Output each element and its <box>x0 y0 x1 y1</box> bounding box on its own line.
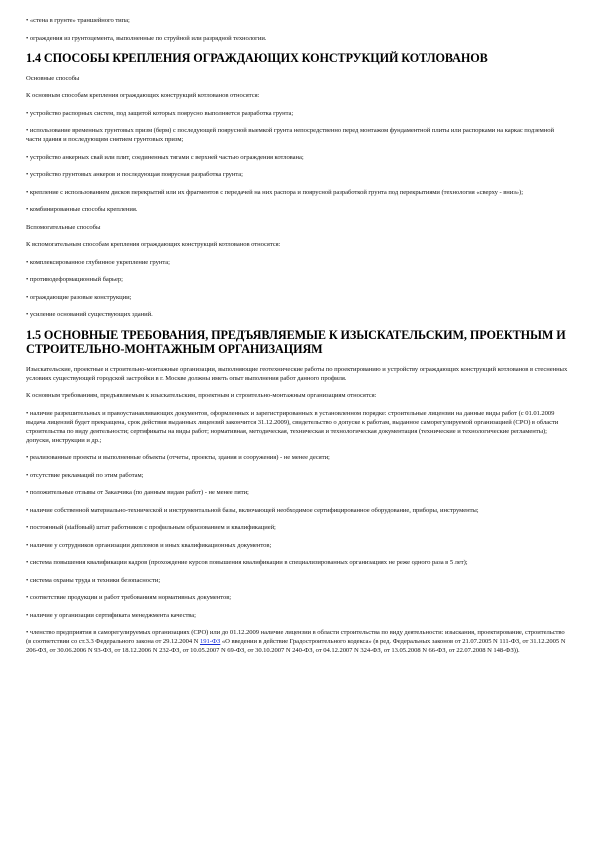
subheading-main-methods: Основные способы <box>26 74 80 82</box>
subheading-aux-methods: Вспомогательные способы <box>26 223 101 231</box>
list-item: • система повышения квалификации кадров (прохождение курсов повышения квалификации в специализированных организациях не реже одного раза в 5 лет); <box>26 559 468 566</box>
list-item: • наличие разрешительных и правоустанавливающих документов, оформленных и зарегистрированных в установленном порядке: строительные лицензии на данные виды работ (с 01.01.2009 выдача лицензий будет прекращена, срок действия выданных лицензий закончится 31.12.2009), свидетельство о допуске к работам, выданное саморегулируемой организацией (СРО) в области строительства по виду деятельности; сертификаты на виды работ; нормативная, методическая, техническая и технологическая документация (технические и технологические регламенты); допуски, инструкции и др.; <box>26 409 559 444</box>
paragraph: К основным требованиям, предъявляемым к изыскательским, проектным и строительно-монтажным организациям относятся: <box>26 392 377 399</box>
list-item: • наличие собственной материально-технической и инструментальной базы, включающей необходимое сертифицированное оборудование, приборы, инструменты; <box>26 506 479 514</box>
paragraph: К вспомогательным способам крепления ограждающих конструкций котлованов относятся: <box>26 241 281 248</box>
section-title-1-5: 1.5 ОСНОВНЫЕ ТРЕБОВАНИЯ, ПРЕДЪЯВЛЯЕМЫЕ К ИЗЫСКАТЕЛЬСКИМ, ПРОЕКТНЫМ И СТРОИТЕЛЬНО-МОНТАЖНЫМ ОРГАНИЗАЦИЯМ <box>26 327 566 356</box>
law-link[interactable]: 191-ФЗ <box>199 638 221 645</box>
list-item <box>26 628 569 655</box>
list-item: • ограждающие разовые конструкции; <box>26 293 132 301</box>
list-item: • ограждения из грунтоцемента, выполненные по струйной или разрядной технологии. <box>26 34 267 42</box>
list-item: • использование временных грунтовых призм (берм) с последующей поярусной выемкой грунта непосредственно перед монтажом фундаментной плиты или распорками на каркас подземной части здания и последующим снятием грунтовых призм; <box>26 127 554 143</box>
paragraph: К основным способам крепления ограждающих конструкций котлованов относятся: <box>26 92 260 99</box>
paragraph: Изыскательские, проектные и строительно-монтажные организации, выполняющие геотехнические работы по проектированию и устройству ограждающих конструкций котлованов в стесненных условиях существующей городской застройки в г. Москве должны иметь опыт выполнения работ данного профиля. <box>26 365 568 382</box>
list-item: • крепление с использованием дисков перекрытий или их фрагментов с передачей на них распора и поярусной разработкой грунта под перекрытиями (технология «сверху - вниз»); <box>26 188 523 196</box>
list-item: • отсутствие рекламаций по этим работам; <box>26 471 144 479</box>
list-item: • наличие у организации сертификата менеджмента качества; <box>26 611 196 619</box>
list-item: • усиление оснований существующих зданий. <box>26 311 153 318</box>
list-item: • наличие у сотрудников организации дипломов и иных квалификационных документов; <box>26 541 272 549</box>
list-item: • соответствие продукции и работ требованиям нормативных документов; <box>26 594 232 601</box>
list-item: • устройство грунтовых анкеров и последующая поярусная разработка грунта; <box>26 171 243 178</box>
list-item: • устройство анкерных свай или плит, соединенных тягами с верхней частью ограждения котлована; <box>26 153 304 161</box>
list-item: • противодеформационный барьер; <box>26 276 123 283</box>
list-item: • положительные отзывы от Заказчика (по данным видам работ) - не менее пяти; <box>26 489 249 496</box>
list-item-text: «О введении в действие Градостроительного кодекса» (в ред. Федеральных законов от 21.07.2005 N 111-ФЗ, от 31.12.2005 N 206-ФЗ, от 30.06.2006 N 93-ФЗ, от 18.12.2006 N 232-ФЗ, от 10.05.2007 N 69-ФЗ, от 30.10.2007 N 240-ФЗ, от 04.12.2007 N 324-ФЗ, от 13.05.2008 N 66-ФЗ, от 22.07.2008 N 148-ФЗ)). <box>26 638 566 654</box>
list-item-text: • членство предприятия в саморегулируемых организациях (СРО) или до 01.12.2009 наличие лицензии в области строительства по виду деятельности: изыскания, проектирование, строительство (в соответствии со ст.3.3 Федерального закона от 29.12.2004 N <box>26 629 565 645</box>
list-item: • комплексированное глубинное укрепление грунта; <box>26 258 170 266</box>
list-item: • «стена в грунте» траншейного типа; <box>26 17 130 24</box>
list-item: • система охраны труда и техники безопасности; <box>26 576 161 584</box>
list-item: • постоянный (staffовый) штат работников с профильным образованием и квалификацией; <box>26 524 276 531</box>
list-item: • устройство распорных систем, под защитой которых поярусно выполняется разработка грунта; <box>26 109 294 117</box>
list-item: • реализованные проекты и выполненные объекты (отчеты, проекты, здания и сооружения) - не менее десяти; <box>26 454 330 461</box>
list-item: • комбинированные способы крепления. <box>26 206 138 213</box>
section-title-1-4: 1.4 СПОСОБЫ КРЕПЛЕНИЯ ОГРАЖДАЮЩИХ КОНСТРУКЦИЙ КОТЛОВАНОВ <box>26 51 488 65</box>
